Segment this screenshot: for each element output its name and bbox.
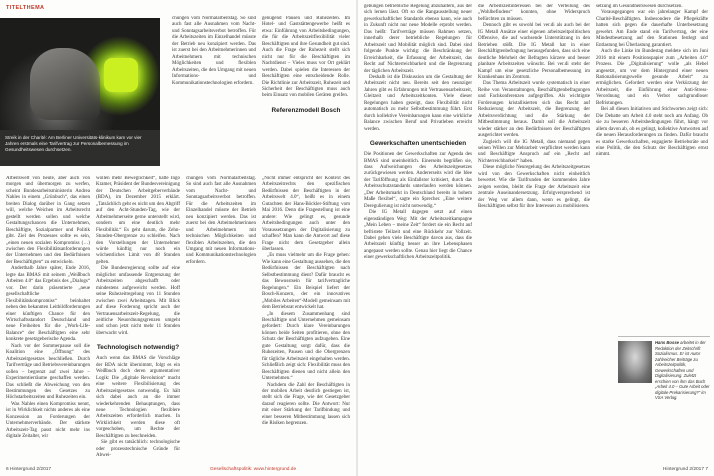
paragraph: setzung im Gesundheitswesen durchsetzen. — [596, 4, 683, 9]
paragraph: Auch die Linke im Bundestag meldete sich im Juni 2016 mit einem Positionspapier zum „Arbeiten 4.0“ Prozess. Die „Digitalisierung“ wolle „als Hebel angesetzt, um vor dem Hintergrund einer neuen Rationalisierungswelle gesunde Arbeit“ zu ermöglichen. Gefordert werden eine Verkürzung der Arbeitszeit, die Einführung einer Anti-Stress-Verordnung und ein Verbot sachgrundloser Befristungen. — [596, 49, 708, 106]
paragraph: „Nicht immer entspricht der Kontext des Arbeitszeitrechts den spezifischen Bedürfnissen der Beschäftigten in der Arbeitswelt 4.0“, heißt es in einem Gutachten der Hans-Böckler-Stiftung vom Mai 2016. Denn die Fragestellung ist eine andere: Wie gelingt es, gesunde Arbeitsbedingungen auch unter den Voraussetzungen der Digitalisierung zu schaffen? Man kann die Antwort auf diese Frage nicht dem Gesetzgeber allein überlassen. — [262, 176, 350, 252]
page-number-right: Hintergrund 2/2017 7 — [662, 467, 708, 472]
left-col2 — [96, 176, 180, 462]
paragraph: Das Thema Arbeitszeit wurde systematisch in einer Reihe von Veranstaltungen, Beschäftigtenbefragungen und Fachkonferenzen aufgegriffen. Als wichtigste Forderungen kristallisierten sich das Recht auf Reduzierung der Arbeitszeit, die Begrenzung der Arbeitsverdichtung und die Stärkung der Mitbestimmung heraus. Damit soll die Arbeitszeit wieder stärker an den Bedürfnissen der Beschäftigten ausgerichtet werden. — [478, 81, 590, 139]
paragraph: Auch wenn das BMAS die Vorschläge der BDA nicht übernimmt, folgt es ein Weißbuch doch deren argumentativer Logik: Die „digitale Revolution“ macht eine weitere Flexibilisierung des Arbeitszeitgesetzes notwendig. Es hält sich dabei auch an die immer wiederkehrenden Behauptungen, dass neue Technologien flexiblere Arbeitszeiten erforderlich machen. In Wirklichkeit werden diese oft vorgeschoben, um Rechte der Beschäftigten zu beschneiden. — [96, 356, 180, 439]
right-col2 — [478, 4, 590, 462]
left-col3-top — [262, 16, 350, 176]
paragraph: gebungen betriebliche Regelung abzuhaltern, aus der sich lernen lässt. Oft so die Rangausstellung neuer gewerkschaftlicher Standards ebenso kann, wie auch in Zukunft nicht nur neue Modelle erprobt werden. Das heißt: Tarifverträge müssen Rahmen setzen, innerhalb derer betriebliche Regelungen für Arbeitszeit und Mobilität möglich sind. Dabei sind folgende Punkte wichtig: die Beschränkung der Erreichbarkeit, die Erfassung der Arbeitszeit, das Recht auf Nichterreichbarkeit und die Begrenzung der täglichen Arbeitszeit. — [364, 4, 472, 74]
right-col3 — [596, 4, 708, 332]
paragraph: Anderthalb Jahre später, Ende 2016, legte das BMAS mit seinem „Weißbuch Arbeiten 4.0“ das Ergebnis des „Dialogs“ vor. Der darin präsentierte „neue gesellschaftliche Flexibilitätskompromiss“ beinhaltet neben den bekannten Leitbildforderungen einer künftigen Chance für den Wirtschaftsstandort Deutschland und neue Freiheiten für die „Work-Life-Balance“ der Beschäftigten eine sehr konkrete gesetzgeberische Agenda. — [6, 266, 90, 343]
subheading-technologisch: Technologisch notwendig? — [96, 344, 180, 352]
paragraph: Die Positionen der Gewerkschaften zur Agenda des BMAS sind uneinheitlich. Einerseits begrüßen sie, dass Aufweichungen des Arbeitszeitgesetzes zurückgewiesen werden. Andererseits wird die Idee der Tariföffnung als Einfallstor kritisiert, durch das Arbeitsschutzstandards unterlaufen werden können. „Der Arbeitsmarkt in Deutschland bereits in hohem Maße flexibel“, sagte ein Sprecher. „Eine weitere Deregulierung ist nicht notwendig.“ — [364, 152, 472, 209]
right-page — [358, 0, 714, 476]
paragraph: Vorausgegangen war ein jahrelanger Kampf der Charité-Beschäftigten. Insbesondere die Pflegekräfte hatten sich gegen die dauerhafte Unterbesetzung gewehrt. Am Ende stand ein Tarifvertrag, der eine Mindestbesetzung auf den Stationen festlegt und Entlastung bei Überlastung garantiert. — [596, 10, 708, 48]
author-portrait — [618, 341, 652, 383]
left-col-mid — [186, 176, 256, 462]
photo-glowing-device — [104, 58, 138, 92]
paragraph: Bei all diesen Initiativen und Stichworten zeigt sich: Die Debatte um Arbeit 4.0 steht noch am Anfang. Ob sie zu besseren Arbeitsbedingungen führt, hängt vor allem davon ab, ob es gelingt, kollektive Antworten auf die neuen Herausforderungen zu finden. Dafür braucht es starke Gewerkschaften, engagierte Betriebsräte und eine Politik, die den Schutz der Beschäftigten ernst nimmt. — [596, 107, 708, 158]
paragraph: Diese mögliche Neuregelung des Arbeitszeitgesetzes wird von den Gewerkschaften nicht einheitlich bewertet. Wie die Tarifrunden der kommenden Jahre zeigen werden, bleibt die Frage der Arbeitszeit eine zentrale Auseinandersetzung. Erfolgversprechend ist der Weg vor allem dann, wenn es gelingt, die Beschäftigten selbst für ihre Interessen zu mobilisieren. — [478, 165, 590, 210]
paragraph: Die Bundesregierung sollte auf eine möglichst umfassende Entgrenzung der Arbeitszeiten abgeschafft oder mindestens aufgeweicht werden. Hoff seine Ruhezeitregelung von 11 Stunden zwischen zwei Arbeitstagen. Mit Blick auf diese Forderung spricht auch der Vertrauensarbeitszeit-Regelung, die zeitliche Neuordnungsgrenzen umgeht und schon jetzt nicht mehr 11 Stunden überwacht wird. — [96, 266, 180, 336]
paragraph: Was Nahles einen Kompromiss nennt, ist in Wirklichkeit nichts anderes als eine Konzession an Forderungen der Unternehmerverbände. Der stärkste Arbeitszeit-Tag passt nicht mehr ins digitale Zeitalter, wir — [6, 401, 90, 440]
paragraph: „Es muss vielmehr um die Frage gehen: Wie kann eine Gestaltung aussehen, die den Bedürfnissen der Beschäftigten nach Selbstbestimmung dient? Dafür braucht es das Bewusstsein für tarifvertragliche Regelungen.“ Ein Beispiel liefert der Bosch-Konzern, der ein innovatives „Mobiles Arbeiten“-Modell gemeinsam mit dem Betriebsrat entwickelt hat. — [262, 253, 350, 311]
paragraph: „In diesem Zusammenhang sind Beschäftigte und Unternehmen gemeinsam gefordert: Durch klare Vereinbarungen können beide Seiten profitieren, ohne den Schutz der Beschäftigten aufzugeben. Eine gute Gestaltung sorgt dafür, dass die Ruhezeiten, Pausen und die Obergrenzen für tägliche Arbeitszeit eingehalten werden. Schließlich zeigt sich: Flexibilität muss den Beschäftigten dienen und nicht allein den Unternehmen.“ — [262, 311, 350, 382]
section-rubric: TITELTHEMA — [6, 5, 45, 11]
left-col3 — [262, 176, 350, 462]
article-photo — [0, 18, 160, 166]
paragraph: Nachdem die Zahl der Beschäftigten in der mobilen Arbeit deutlich gestiegen ist, stellt sich die Frage, wie der Gesetzgeber darauf reagieren sollte. Die Antwort: Nur mit einer Stärkung der Tarifbindung und einer besseren Mitbestimmung lassen sich die Risiken begrenzen. — [262, 382, 350, 427]
subheading-gewerkschaften: Gewerkschaften unentschieden — [369, 140, 467, 148]
subheading-referenzmodell: Referenzmodell Bosch — [271, 106, 341, 114]
paragraph: Arbeitswelt von heute, aber auch von morgen und übermorgen zu werfen, scheint Bundesarbeitsministerin Andrea Nahles in einem „Grünbuch“, das einen breiten Dialog darüber in Gang setzen will, welche Weichen im Arbeitsrecht gestellt werden sollen und welche Gestaltungschancen die Unternehmen, Beschäftigte, Sozialpartner und Politik gibt. Ziel des Prozesses sollte es sein, „einen neuen sozialen Kompromiss (…) zwischen den Flexibilitätsanforderungen der Unternehmen und den Bedürfnissen der Beschäftigten“ zu entwickeln. — [6, 176, 90, 265]
author-bio: arbeitet in der Redaktion der Zeitschrift Sozialismus. Er ist Autor zahlreicher Beiträge zu Arbeitszeitpolitik, Gewerkschaften und Digitalisierung. Zuletzt erschien von ihm das Buch „Arbeit 4.0 – Gute Arbeit oder digitale Prekarisierung?“ im VSA Verlag. — [655, 340, 710, 400]
paragraph: die Arbeitszeitinteressen bei der Verteilung des „Wohlbefindens“ konnten, ohne Widerspruch befürchten zu müssen. — [478, 4, 590, 22]
paragraph: wollen mehr Beweglichkeit“, hatte Ingo Kramer, Präsident der Bundesvereinigung der Deutschen Arbeitgeberverbände (BDA), im Dezember 2015 erklärt. „Tatsächlich geht es nicht um den Abgriff auf den Acht-Stunden-Tag, wie der Arbeitnehmerseite gerne unterstellt wird, sondern um eine deutlich mehr Flexibilität.“ Es geht darum, die Zehn-Stunden-Obergrenze zu schleifen. Nach den Vorstellungen der Unternehmer würde künftig nur noch ein wöchentliches Limit von 48 Stunden gelten. — [96, 176, 180, 265]
paragraph: Deshalb ist die Diskussion um die Gestaltung der Arbeitszeit nicht neu. Bereits seit den neunziger Jahren gibt es Erfahrungen mit Vertrauensarbeitszeit, Gleitzeit und Arbeitszeitkonten. Viele dieser Regelungen haben gezeigt, dass Flexibilität nicht automatisch zu mehr Selbstbestimmung führt. Erst durch kollektive Vereinbarungen kann eine wirkliche Balance zwischen Beruf und Privatleben erreicht werden. — [364, 74, 472, 132]
left-page — [0, 0, 356, 476]
paragraph: Die IG Metall dagegen setzt auf einen eigenständigen Weg: Mit der Arbeitszeitkampagne „Mein Leben – meine Zeit“ fordert sie ein Recht auf befristete Teilzeit und eine Rückkehr zur Vollzeit. Dabei gehen viele Beschäftigte davon aus, dass die Arbeitszeit künftig besser an ihre Lebensphasen angepasst werden sollte. Genau hier liegt die Chance einer gewerkschaftlichen Arbeitszeitpolitik. — [364, 210, 472, 261]
page-number-left: 6 Hintergrund 2/2017 — [6, 467, 52, 472]
paragraph: Nach vor der Sommerpause soll die Koalition eine „Öffnung“ des Arbeitszeitgesetzes beschließen. Durch Tarifverträge und Betriebsvereinbarungen sollen – begrenzt auf zwei Jahre – Experimentierräume geschaffen werden. Das schließt die Abweichung von den Bestimmungen des Gesetzes zu Höchstarbeitszeiten und Ruhezeiten ein. — [6, 343, 90, 401]
photo-caption: Streik in der Charité: Am Berliner Universitäts-klinikum kam vor vier Jahren erstmals eine Tarifvertrag zur Personalbemessung im Gesundheitswesen durchsetzen. — [5, 135, 142, 152]
footer-link[interactable]: Gesellschaftspolitik: www.hintergrund.de — [210, 467, 297, 472]
left-col2-top — [172, 16, 256, 176]
paragraph: Dennoch gibt es sowohl bei ver.di als auch bei der IG Metall Ansätze einer eigenen arbeitszeitpolitischen Offensive, die auf wachsende Unterstützung in den Betrieben stößt. Die IG Metall hat in einer Beschäftigtenbefragung herausgefunden, dass sich eine deutliche Mehrheit der Befragten kürzere und besser planbare Arbeitszeiten wünscht. Bei ver.di steht der Kampf um eine gesetzliche Personalbemessung im Krankenhaus im Zentrum. — [478, 23, 590, 80]
paragraph: chungen vom Normalarbeitstag. So sind auch fast alle Ausnahmen vom Nacht- und Sonntagsarbeitsverbot betroffen. Für die Arbeitszeiten im Einzelhandel müsste der Betrieb neu konzipiert werden. Das ist zuerst bei den Arbeitnehmerinnen und Arbeitnehmern mit technischen Möglichkeiten und flexiblen Arbeitszeiten, die den Umgang mit neuen Informations- und Kommunikationstechnologien erfordern. — [186, 176, 256, 265]
author-box — [618, 336, 710, 450]
paragraph: chungen vom Normalarbeitstag. So sind auch fast alle Ausnahmen vom Nacht- und Sonntagsarbeitsverbot betroffen. Für die Arbeitszeiten im Einzelhandel müsste der Betrieb neu konzipiert werden. Das ist zuerst bei den Arbeitnehmerinnen und Arbeitnehmern mit technischen Möglichkeiten und flexiblen Arbeitszeiten, die den Umgang mit neuen Informations- und Kommunikationstechnologien erfordern. — [172, 16, 256, 86]
author-name: Hans Bosse — [655, 340, 679, 345]
photo-hand-shape — [30, 48, 100, 120]
author-bio-block — [655, 340, 710, 401]
paragraph: genügend Pausen und Ruhezeiten. Im Hotel- und Gaststättengewerbe heißt es etwa: Einführung von Arbeitsbedingungen, die für die Arbeitszeitflexibilität vieler Beschäftigten und ihre Gesundheit gut sind. Auch die Frage der Ruhezeit stellt sich nicht nur für die Beschäftigten im Nachtdienst – Vieles muss vor Ort geklärt werden. Dabei spielen die Interessen der Beschäftigten eine entscheidende Rolle. Die Richtlinie zur Arbeitszeit, Ruhezeit und Sicherheit der Beschäftigten muss auch beim Einsatz von mobilen Geräten greifen. — [262, 16, 350, 99]
left-col1 — [6, 176, 90, 462]
paragraph: Sie gibt es tatsächlich: technologische oder prozesstechnische Gründe für Abwei- — [96, 440, 180, 459]
paragraph: Zugleich will die IG Metall, dass niemand gegen seinen Willen zur Mehrarbeit verpflichtet werden kann und Beschäftigte Anspruch auf ein „Recht auf Nichterreichbarkeit“ haben. — [478, 139, 590, 164]
right-col1 — [364, 4, 472, 462]
